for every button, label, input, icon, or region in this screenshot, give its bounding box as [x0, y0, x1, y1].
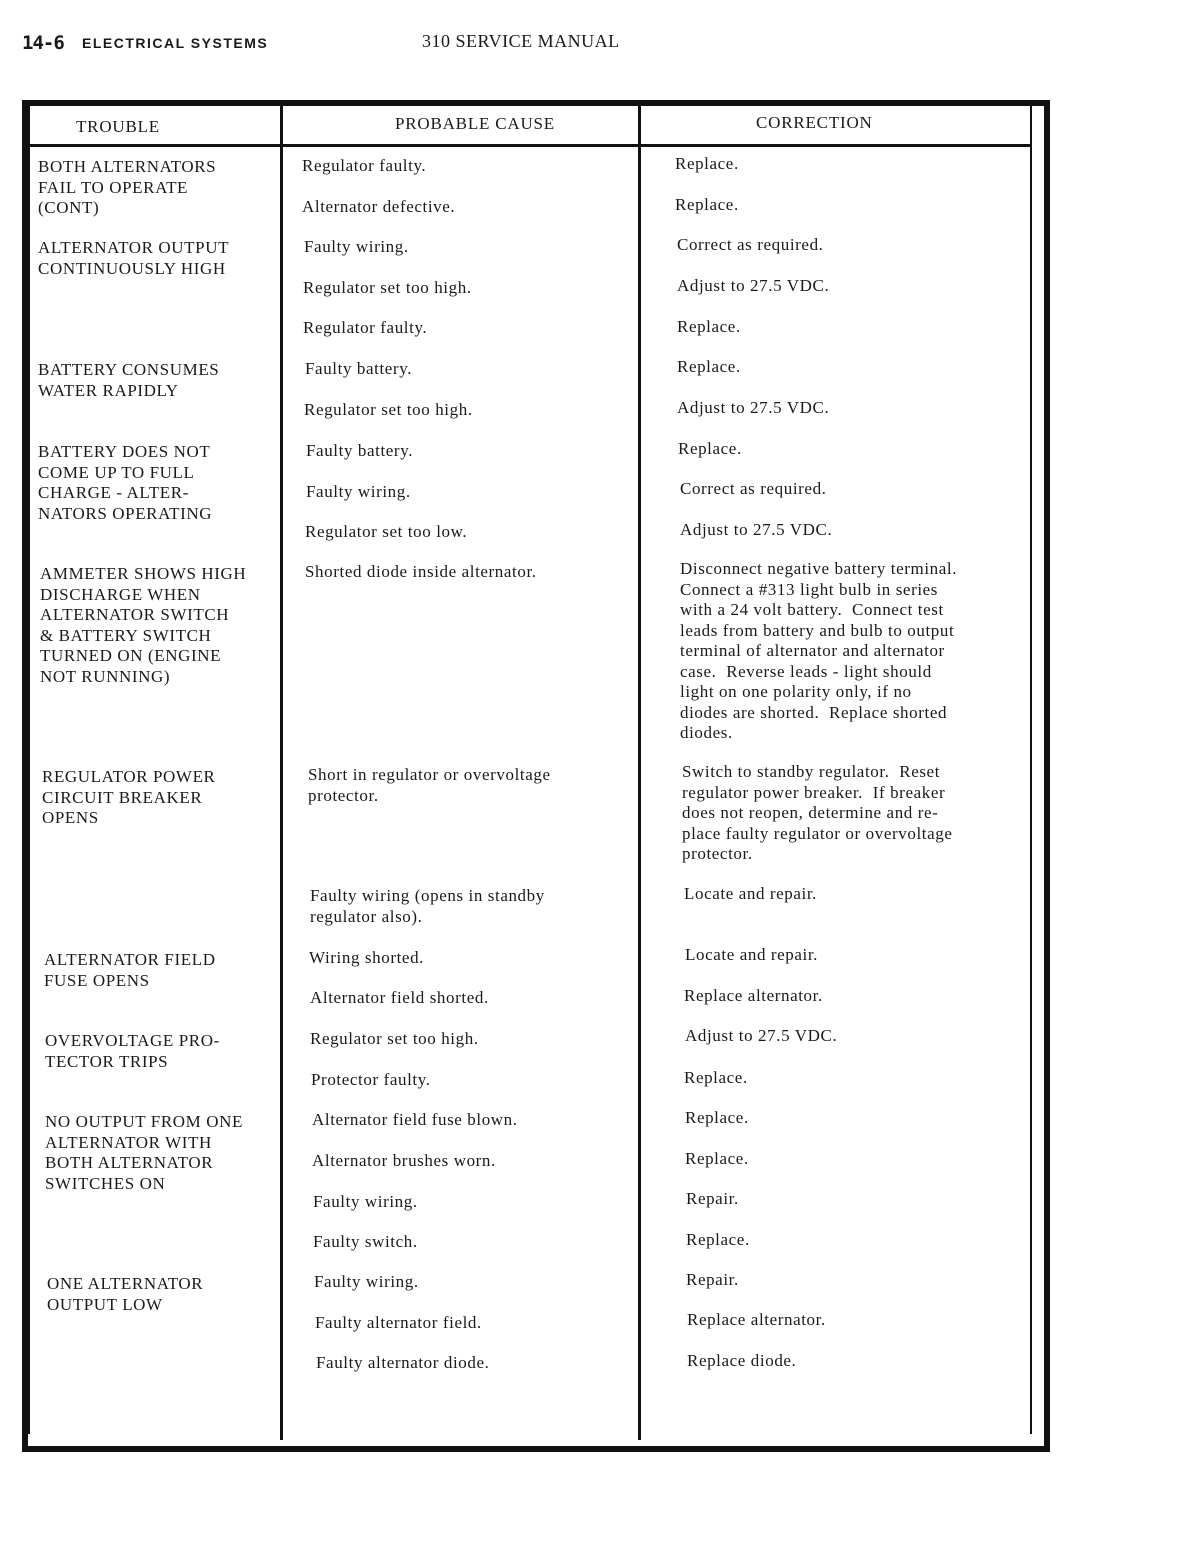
column-header-probable-cause: PROBABLE CAUSE: [395, 114, 555, 133]
correction-item: Replace.: [677, 357, 741, 376]
correction-item: Replace.: [678, 439, 742, 458]
manual-title: 310 SERVICE MANUAL: [422, 31, 620, 51]
cause-item: Regulator set too high.: [304, 400, 473, 419]
correction-item: Adjust to 27.5 VDC.: [680, 520, 833, 539]
trouble-item: BATTERY DOES NOT COME UP TO FULL CHARGE - ALTER- NATORS OPERATING: [38, 442, 213, 523]
correction-item: Replace diode.: [687, 1351, 797, 1370]
correction-item: Correct as required.: [677, 235, 824, 254]
cause-item: Protector faulty.: [311, 1070, 431, 1089]
trouble-item: NO OUTPUT FROM ONE ALTERNATOR WITH BOTH ALTERNATOR SWITCHES ON: [45, 1112, 243, 1193]
trouble-item: ALTERNATOR OUTPUT CONTINUOUSLY HIGH: [38, 238, 230, 278]
cause-item: Alternator defective.: [302, 197, 456, 216]
cause-item: Faulty battery.: [305, 359, 413, 378]
trouble-item: BATTERY CONSUMES WATER RAPIDLY: [38, 360, 220, 400]
trouble-item: BOTH ALTERNATORS FAIL TO OPERATE (CONT): [38, 157, 217, 217]
correction-item: Repair.: [686, 1189, 739, 1208]
column-header-correction: CORRECTION: [756, 113, 873, 132]
correction-item: Locate and repair.: [684, 884, 818, 903]
cause-item: Regulator set too high.: [303, 278, 472, 297]
cause-item: Faulty switch.: [313, 1232, 418, 1251]
correction-item: Correct as required.: [680, 479, 827, 498]
correction-item: Adjust to 27.5 VDC.: [685, 1026, 838, 1045]
cause-item: Faulty alternator field.: [315, 1313, 482, 1332]
correction-item: Switch to standby regulator. Reset regulator power breaker. If breaker does not reopen, determine and re- place faulty regulator or overvoltage protector.: [682, 762, 953, 863]
cause-item: Regulator faulty.: [303, 318, 428, 337]
correction-item: Replace.: [685, 1149, 749, 1168]
section-title: ELECTRICAL SYSTEMS: [82, 35, 269, 51]
trouble-item: REGULATOR POWER CIRCUIT BREAKER OPENS: [42, 767, 216, 827]
cause-item: Wiring shorted.: [309, 948, 425, 967]
trouble-item: OVERVOLTAGE PRO- TECTOR TRIPS: [45, 1031, 220, 1071]
cause-item: Faulty battery.: [306, 441, 414, 460]
correction-item: Replace.: [675, 195, 739, 214]
cause-item: Faulty wiring.: [314, 1272, 419, 1291]
column-header-trouble: TROUBLE: [76, 117, 160, 136]
cause-item: Faulty wiring.: [306, 482, 411, 501]
cause-item: Faulty wiring (opens in standby regulator also).: [310, 886, 545, 926]
correction-item: Replace.: [686, 1230, 750, 1249]
cause-item: Shorted diode inside alternator.: [305, 562, 537, 581]
cause-item: Regulator set too low.: [305, 522, 468, 541]
cause-item: Alternator field shorted.: [310, 988, 489, 1007]
correction-item: Repair.: [686, 1270, 739, 1289]
cause-item: Faulty wiring.: [313, 1192, 418, 1211]
page-number: 14-6: [22, 32, 64, 54]
correction-item: Replace.: [685, 1108, 749, 1127]
correction-item: Adjust to 27.5 VDC.: [677, 398, 830, 417]
cause-item: Regulator set too high.: [310, 1029, 479, 1048]
correction-item: Replace.: [684, 1068, 748, 1087]
trouble-item: ONE ALTERNATOR OUTPUT LOW: [47, 1274, 204, 1314]
header-divider: [28, 144, 1032, 147]
trouble-item: ALTERNATOR FIELD FUSE OPENS: [44, 950, 216, 990]
cause-item: Short in regulator or overvoltage protector.: [308, 765, 551, 805]
cause-item: Alternator brushes worn.: [312, 1151, 496, 1170]
column-divider: [280, 106, 283, 1440]
correction-item: Adjust to 27.5 VDC.: [677, 276, 830, 295]
correction-item: Replace alternator.: [684, 986, 823, 1005]
cause-item: Faulty alternator diode.: [316, 1353, 490, 1372]
correction-item: Replace.: [675, 154, 739, 173]
correction-item: Locate and repair.: [685, 945, 819, 964]
cause-item: Alternator field fuse blown.: [312, 1110, 518, 1129]
cause-item: Regulator faulty.: [302, 156, 427, 175]
column-divider: [638, 106, 641, 1440]
trouble-item: AMMETER SHOWS HIGH DISCHARGE WHEN ALTERNATOR SWITCH & BATTERY SWITCH TURNED ON (ENGINE NOT RUNNING): [40, 564, 247, 686]
correction-item: Replace alternator.: [687, 1310, 826, 1329]
correction-item: Replace.: [677, 317, 741, 336]
correction-item: Disconnect negative battery terminal. Connect a #313 light bulb in series with a 24 volt battery. Connect test leads from battery and bulb to output terminal of alternator and alternator case. Reverse leads - light should light on one polarity only, if no diodes are shorted. Replace shorted diodes.: [680, 559, 958, 742]
cause-item: Faulty wiring.: [304, 237, 409, 256]
